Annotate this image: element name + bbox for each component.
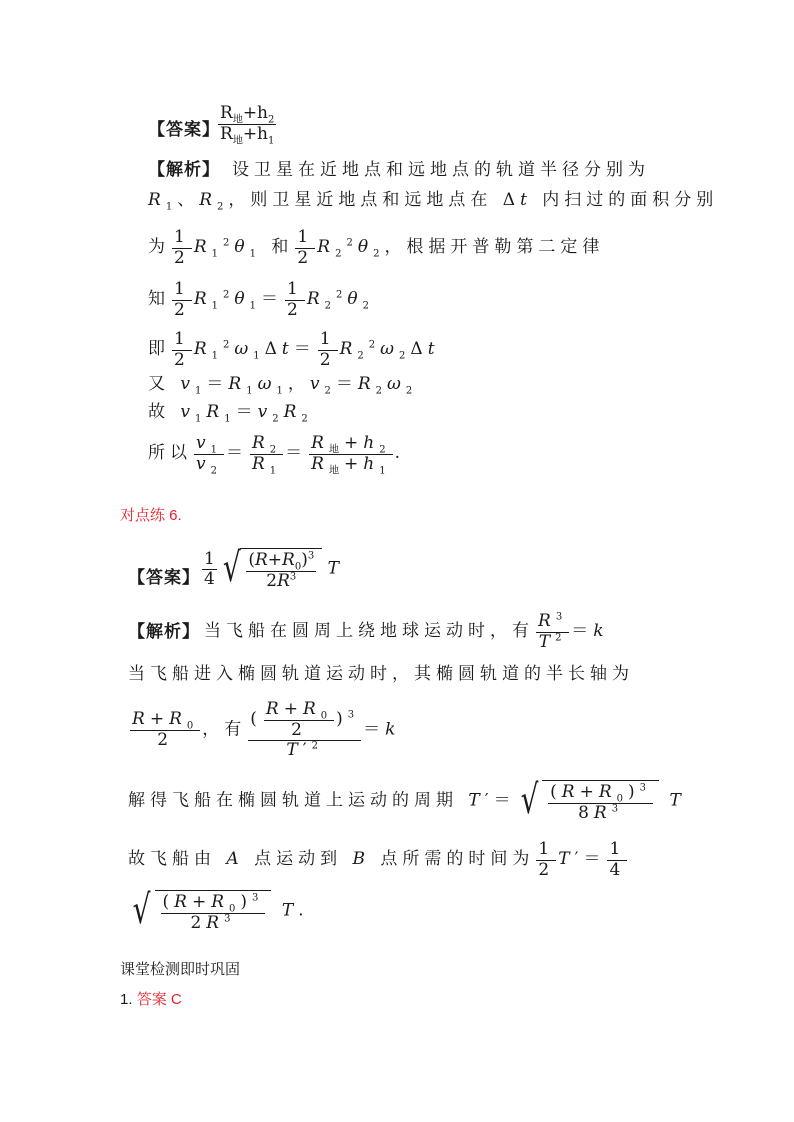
q1-answer-label: 答案 (136, 991, 167, 1008)
q1-answer (120, 990, 182, 1010)
answer-label: 【答案】 (128, 568, 200, 588)
q5-analysis-line-3: 为 $\frac{1}{2}$ $R_1^2\theta_1$ 和 $\frac{1}{2}$ $R_2^2\theta_2$，根据开普勒第二定律 (148, 227, 605, 268)
section-title-6: 对点练 6. (120, 507, 182, 524)
q6-analysis-line-1: 当飞船在圆周上绕地球运动时，有 $\frac{R^3}{T^2}$ ＝k (204, 611, 609, 652)
q5-answer-fraction: $\frac{R_地+h_2}{R_地+h_1}$ (220, 103, 275, 147)
q5-analysis-line-7: 故 $v_1R_1=v_2R_2$ (148, 402, 313, 425)
q5-analysis-line-5: 即 $\frac{1}{2}$ $R_1^2\omega_1\Delta t=$ $\frac{1}{2}$ $R_2^2\omega_2\Delta t$ (148, 329, 440, 370)
q6-answer-formula: $\frac{1}{4}$ √ $\frac{(R+R_0)^3}{2R^3}$ T (204, 545, 339, 591)
answer-label: 【答案】 (148, 120, 220, 140)
q6-analysis-line-5: 故飞船由 A 点运动到 B 点所需的时间为 $\frac{1}{2}$ T′＝ $\frac{1}{4}$ (128, 839, 626, 880)
analysis-label: 【解析】 (148, 160, 220, 180)
q5-analysis-line-8: 所以 $\frac{v_1}{v_2}$ ＝ $\frac{R_2}{R_1}$ ＝ $\frac{R_地+h_2}{R_地+h_1}$ . (148, 433, 405, 477)
q5-analysis-line-6: 又 $v_1=R_1\omega_1$，$v_2=R_2\omega_2$ (148, 374, 418, 397)
q5-analysis-line-1: 设卫星在近地点和远地点的轨道半径分别为 (232, 160, 650, 180)
q1-answer-value: C (170, 991, 182, 1008)
section-title-check: 课堂检测即时巩固 (120, 961, 241, 978)
q6-analysis-line-3: $\frac{R+R_0}{2}$ ，有 ( $\frac{R+R_0}{2}$ )$^3$ $T'^2$ ＝k (132, 699, 401, 761)
q6-analysis-line-4: 解得飞船在椭圆轨道上运动的周期 T′＝ √ $\frac{(R+R_0)^3}{8R^3}$ T (128, 777, 686, 823)
q6-analysis-line-2: 当飞船进入椭圆轨道运动时，其椭圆轨道的半长轴为 (128, 664, 634, 684)
q6-analysis-line-6: √ $\frac{(R+R_0)^3}{2R^3}$ T. (132, 887, 309, 933)
q5-analysis-line-2: $R_1$、$R_2$，则卫星近地点和远地点在 Δt 内扫过的面积分别 (148, 190, 719, 213)
q1-number: 1. (120, 991, 133, 1008)
q5-analysis-line-4: 知 $\frac{1}{2}$ $R_1^2\theta_1=$ $\frac{1}{2}$ $R_2^2\theta_2$ (148, 279, 375, 320)
analysis-label: 【解析】 (128, 622, 200, 642)
